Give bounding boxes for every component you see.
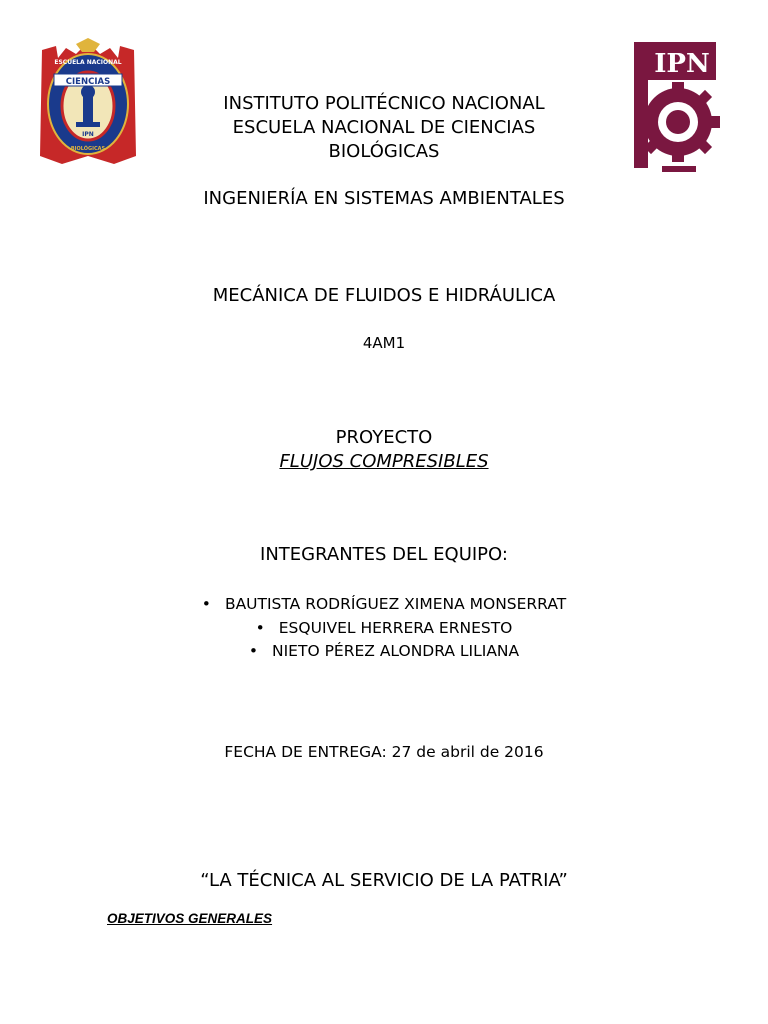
institution-name: INSTITUTO POLITÉCNICO NACIONAL xyxy=(223,93,545,114)
bullet-icon: • xyxy=(248,642,259,660)
encb-initials-text: IPN xyxy=(82,131,94,138)
delivery-date: FECHA DE ENTREGA: 27 de abril de 2016 xyxy=(224,743,544,761)
encb-ring-bottom-text: BIOLÓGICAS xyxy=(70,146,106,152)
school-name-line2: BIOLÓGICAS xyxy=(328,141,440,162)
team-heading: INTEGRANTES DEL EQUIPO: xyxy=(260,544,508,565)
list-item xyxy=(0,617,768,641)
member-name: ESQUIVEL HERRERA ERNESTO xyxy=(278,618,513,637)
member-name: NIETO PÉREZ ALONDRA LILIANA xyxy=(272,642,520,660)
list-item xyxy=(0,593,768,617)
group-code: 4AM1 xyxy=(362,334,406,352)
section-heading-objectives: OBJETIVOS GENERALES xyxy=(107,911,273,926)
project-name: FLUJOS COMPRESIBLES xyxy=(279,451,489,472)
members-list xyxy=(0,593,768,664)
member-name: BAUTISTA RODRÍGUEZ XIMENA MONSERRAT xyxy=(224,595,567,613)
subject: MECÁNICA DE FLUIDOS E HIDRÁULICA xyxy=(212,285,556,306)
title-block xyxy=(0,92,768,164)
bullet-icon: • xyxy=(255,618,265,637)
career: INGENIERÍA EN SISTEMAS AMBIENTALES xyxy=(203,188,565,209)
encb-ring-top-text: ESCUELA NACIONAL xyxy=(54,59,122,66)
ipn-letters: IPN xyxy=(654,49,710,79)
motto: “LA TÉCNICA AL SERVICIO DE LA PATRIA” xyxy=(200,870,568,891)
encb-banner-text: CIENCIAS xyxy=(65,77,111,87)
list-item xyxy=(0,640,768,664)
project-label: PROYECTO xyxy=(335,427,433,448)
bullet-icon: • xyxy=(201,595,211,613)
school-name-line1: ESCUELA NACIONAL DE CIENCIAS xyxy=(232,117,536,138)
